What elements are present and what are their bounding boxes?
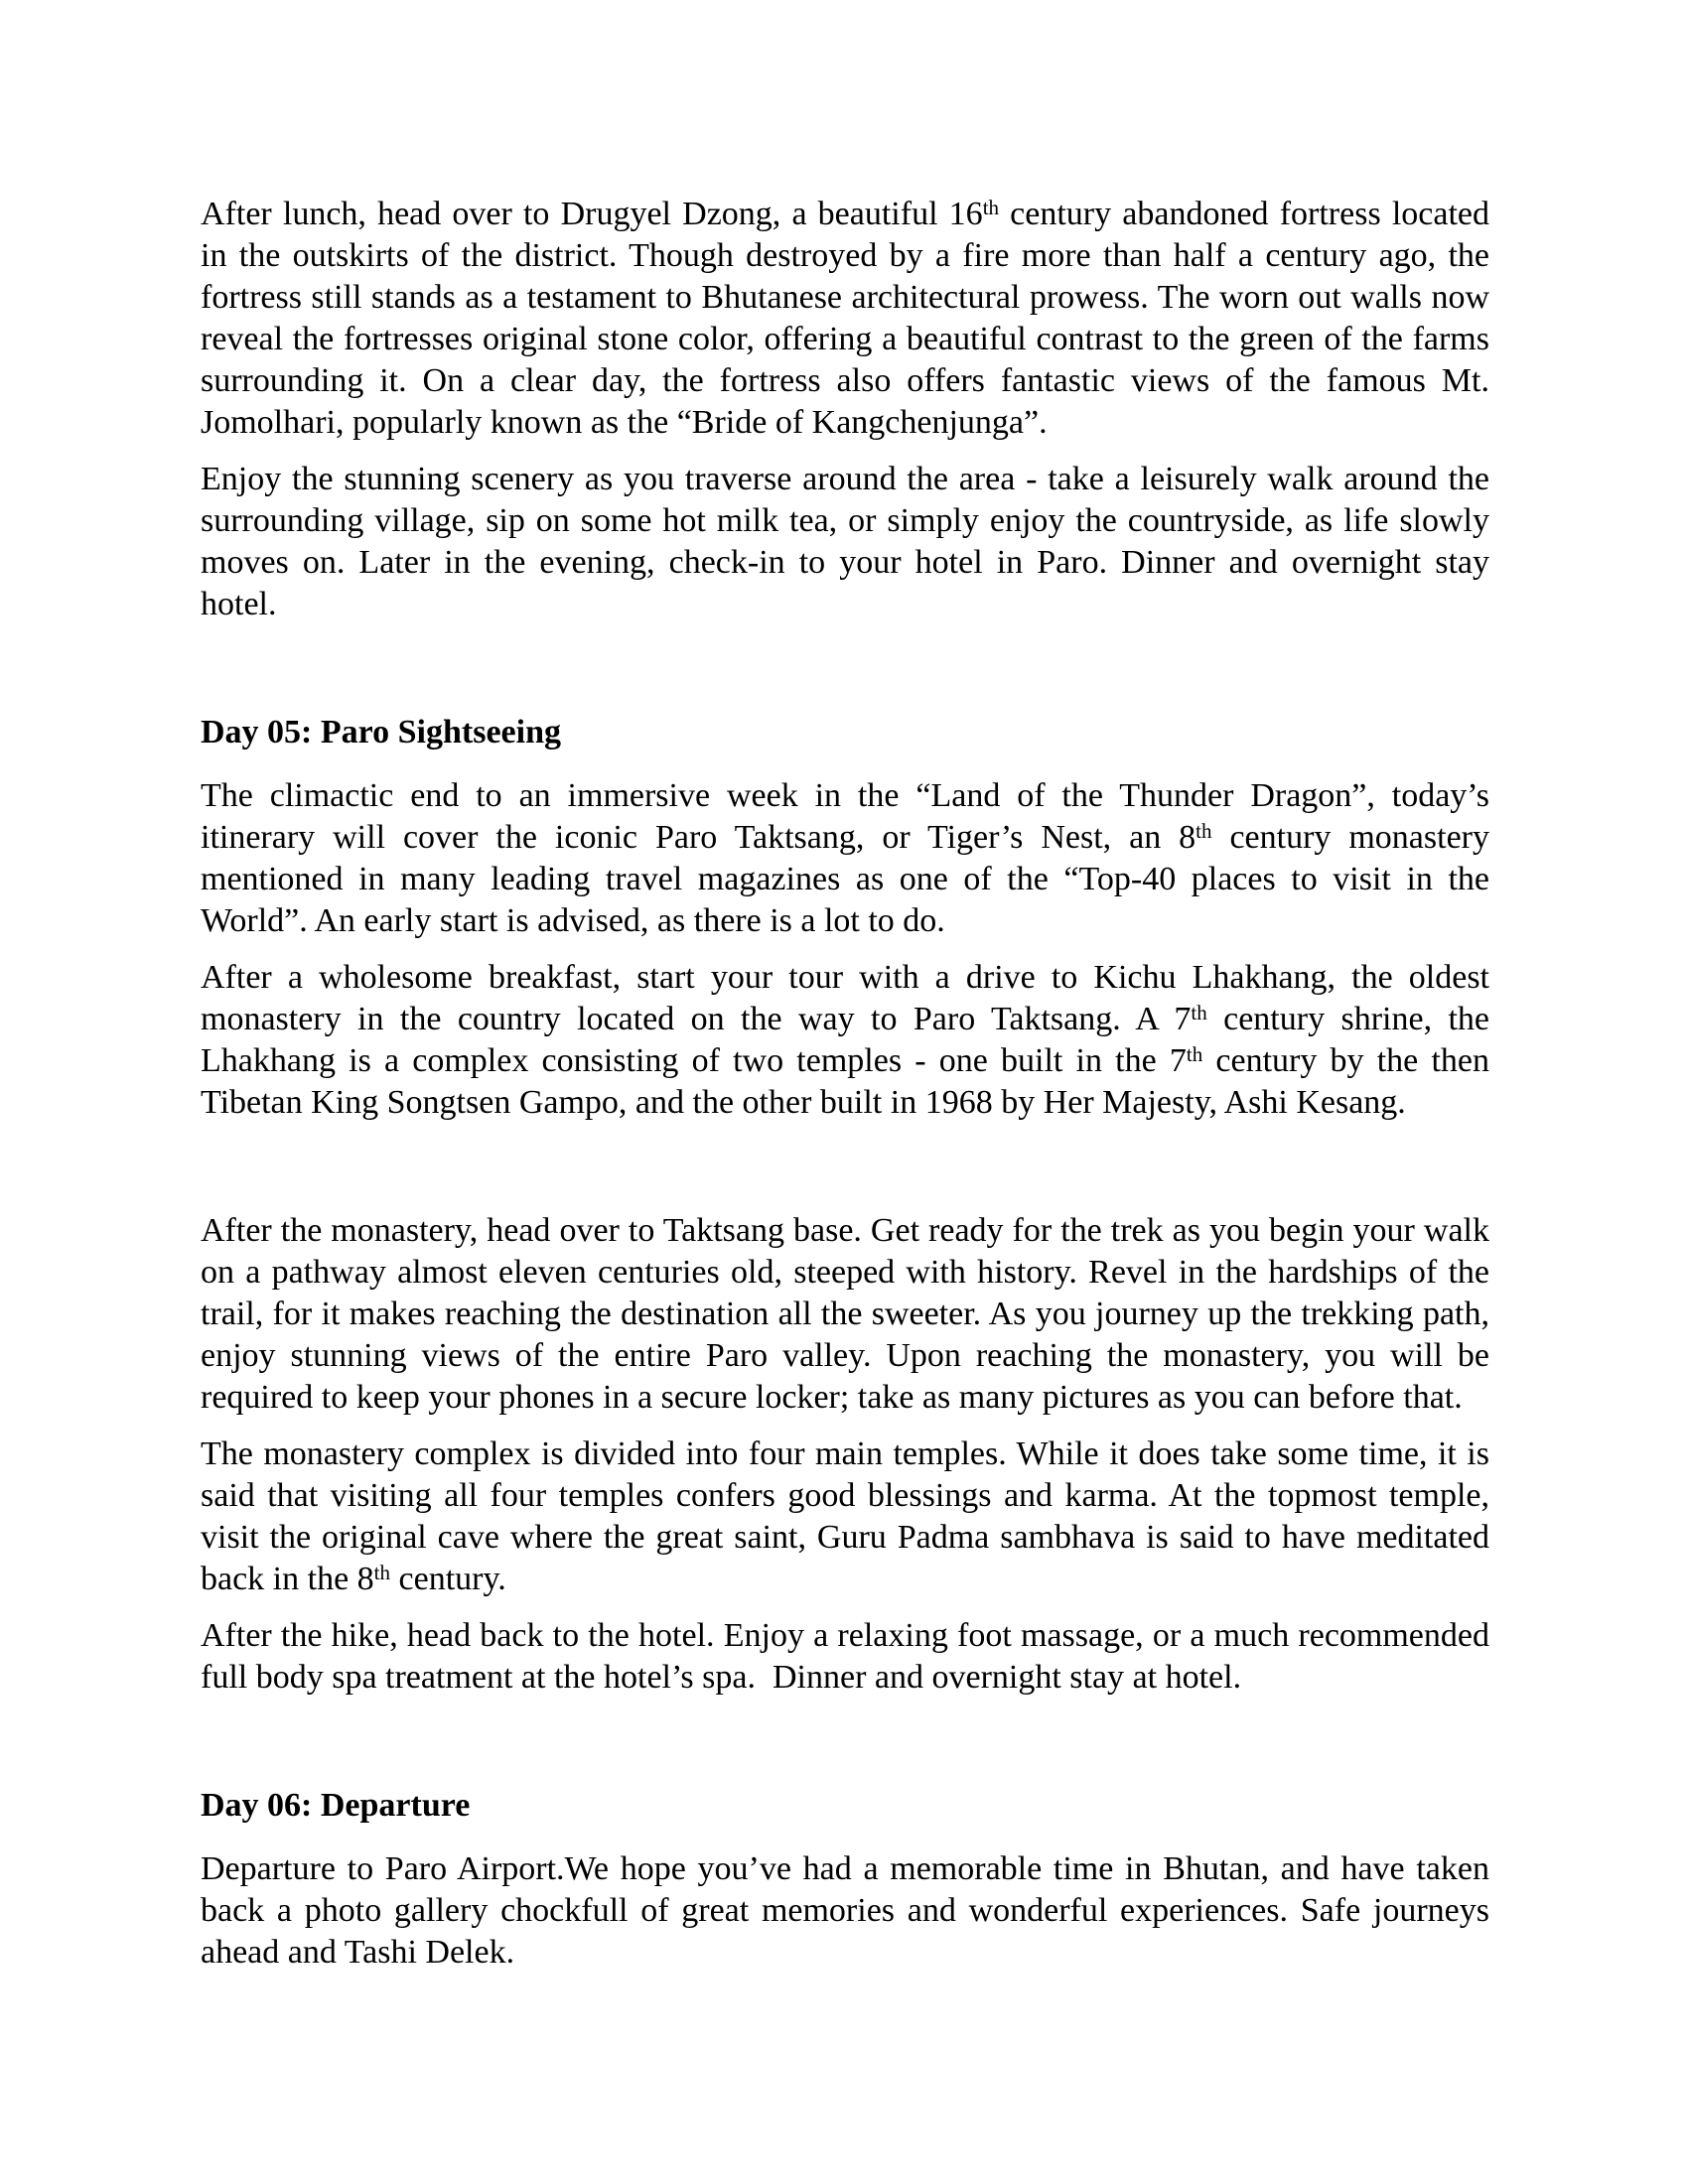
paragraph-drugyel-dzong: After lunch, head over to Drugyel Dzong, a beautiful 16th century abandoned fortress located in the outskirts of the district. Though destroyed by a fire more than half a century ago, the fortress still stands as a testament to Bhutanese architectural prowess. The worn out walls now reveal the fortresses original stone color, offering a beautiful contrast to the green of the farms surrounding it. On a clear day, the fortress also offers fantastic views of the famous Mt. Jomolhari, popularly known as the “Bride of Kangchenjunga”.: [201, 195, 1489, 441]
paragraph-day05-intro: The climactic end to an immersive week in the “Land of the Thunder Dragon”, today’s itinerary will cover the iconic Paro Taktsang, or Tiger’s Nest, an 8th century monastery mentioned in many leading travel magazines as one of the “Top-40 places to visit in the World”. An early start is advised, as there is a lot to do.: [201, 777, 1489, 939]
heading-day-05-paro-sightseeing: Day 05: Paro Sightseeing: [201, 714, 561, 751]
paragraph-departure: Departure to Paro Airport.We hope you’ve had a memorable time in Bhutan, and have taken back a photo gallery chockfull of great memories and wonderful experiences. Safe journeys ahead and Tashi Delek.: [201, 1850, 1489, 1971]
paragraph-spa-evening: After the hike, head back to the hotel. Enjoy a relaxing foot massage, or a much recommended full body spa treatment at the hotel’s spa. Dinner and overnight stay at hotel.: [201, 1617, 1489, 1696]
paragraph-monastery-temples: The monastery complex is divided into four main temples. While it does take some time, it is said that visiting all four temples confers good blessings and karma. At the topmost temple, visit the original cave where the great saint, Guru Padma sambhava is said to have meditated back in the 8th century.: [201, 1435, 1489, 1597]
heading-day-06-departure: Day 06: Departure: [201, 1787, 471, 1824]
paragraph-kichu-lhakhang: After a wholesome breakfast, start your tour with a drive to Kichu Lhakhang, the oldest monastery in the country located on the way to Paro Taktsang. A 7th century shrine, the Lhakhang is a complex consisting of two temples - one built in the 7th century by the then Tibetan King Songtsen Gampo, and the other built in 1968 by Her Majesty, Ashi Kesang.: [201, 959, 1490, 1121]
document-body: [201, 194, 1489, 1974]
paragraph-evening-paro: Enjoy the stunning scenery as you traverse around the area - take a leisurely walk around the surrounding village, sip on some hot milk tea, or simply enjoy the countryside, as life slowly moves on. Later in the evening, check-in to your hotel in Paro. Dinner and overnight stay hotel.: [201, 461, 1489, 622]
paragraph-taktsang-trek: After the monastery, head over to Taktsang base. Get ready for the trek as you begin your walk on a pathway almost eleven centuries old, steeped with history. Revel in the hardships of the trail, for it makes reaching the destination all the sweeter. As you journey up the trekking path, enjoy stunning views of the entire Paro valley. Upon reaching the monastery, you will be required to keep your phones in a secure locker; take as many pictures as you can before that.: [201, 1212, 1489, 1416]
